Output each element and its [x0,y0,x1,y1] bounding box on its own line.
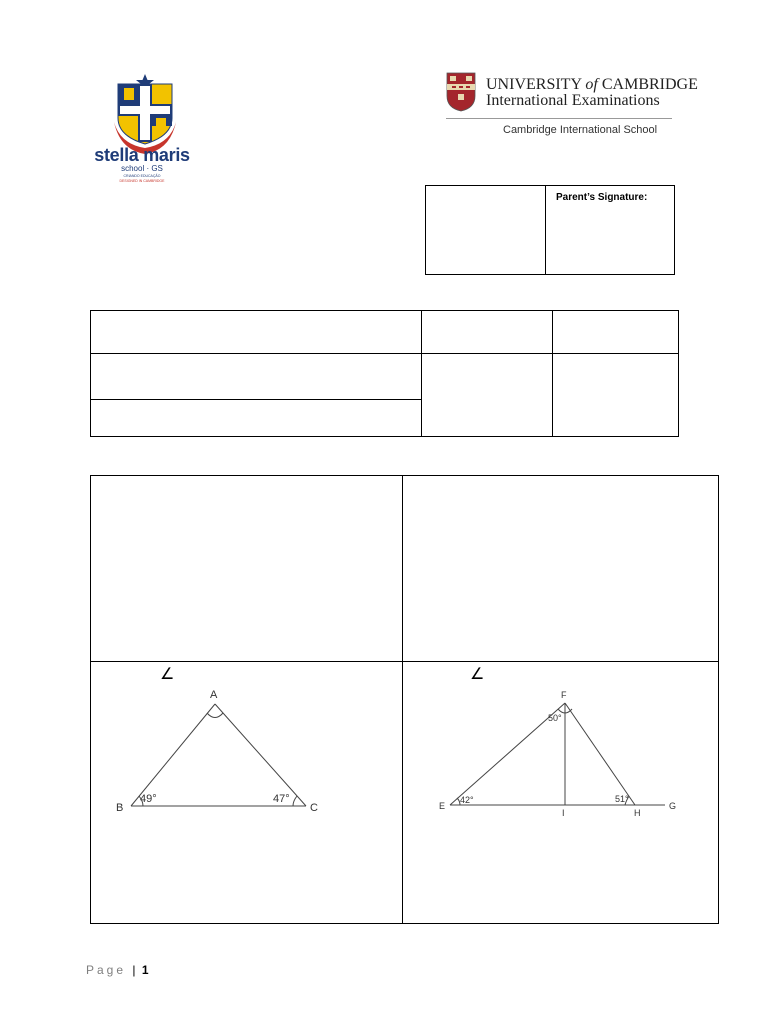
page-separator: | [132,963,136,977]
page-word: Page [86,963,127,977]
vertex-f-label: F [561,690,567,700]
angle-symbol-left: ∠ [160,666,175,683]
cambridge-title: UNIVERSITY of CAMBRIDGE [486,76,698,93]
vertex-g-label: G [669,801,677,811]
cambridge-crest-icon [446,72,476,112]
school-logo-name: stella maris [94,145,190,165]
triangle-efh-diagram [430,685,690,820]
vertex-a-label: A [210,689,218,701]
vertex-b-label: B [116,802,124,814]
school-logo-tagline: CRIANDO EDUCAÇÃO [123,174,161,178]
vertex-h-label: H [634,808,641,818]
page-footer [86,963,149,977]
parent-signature-label: Parent’s Signature: [556,192,648,203]
cambridge-subtitle: International Examinations [486,92,660,109]
vertex-i-label: I [562,808,565,818]
angle-b-value: 49° [140,793,157,805]
angle-e-value: 42° [460,795,474,805]
angle-symbol-right: ∠ [470,666,485,683]
angle-c-value: 47° [273,793,290,805]
angle-f-value: 50° [548,713,562,723]
page-number: 1 [141,963,149,977]
angle-h-value: 51° [615,794,629,804]
triangle-abc-diagram [110,680,330,820]
questions-table-vdivider [402,475,403,924]
questions-table-hdivider [90,661,719,662]
header-divider [446,118,672,119]
vertex-c-label: C [310,802,318,814]
school-logo-tagline-2: DESIGNED IN CAMBRIDGE [119,179,165,183]
cambridge-school-name: Cambridge International School [503,124,658,136]
vertex-e-label: E [439,801,446,811]
school-logo-subtitle: school · GS [121,164,163,173]
signature-box-divider [545,185,546,275]
